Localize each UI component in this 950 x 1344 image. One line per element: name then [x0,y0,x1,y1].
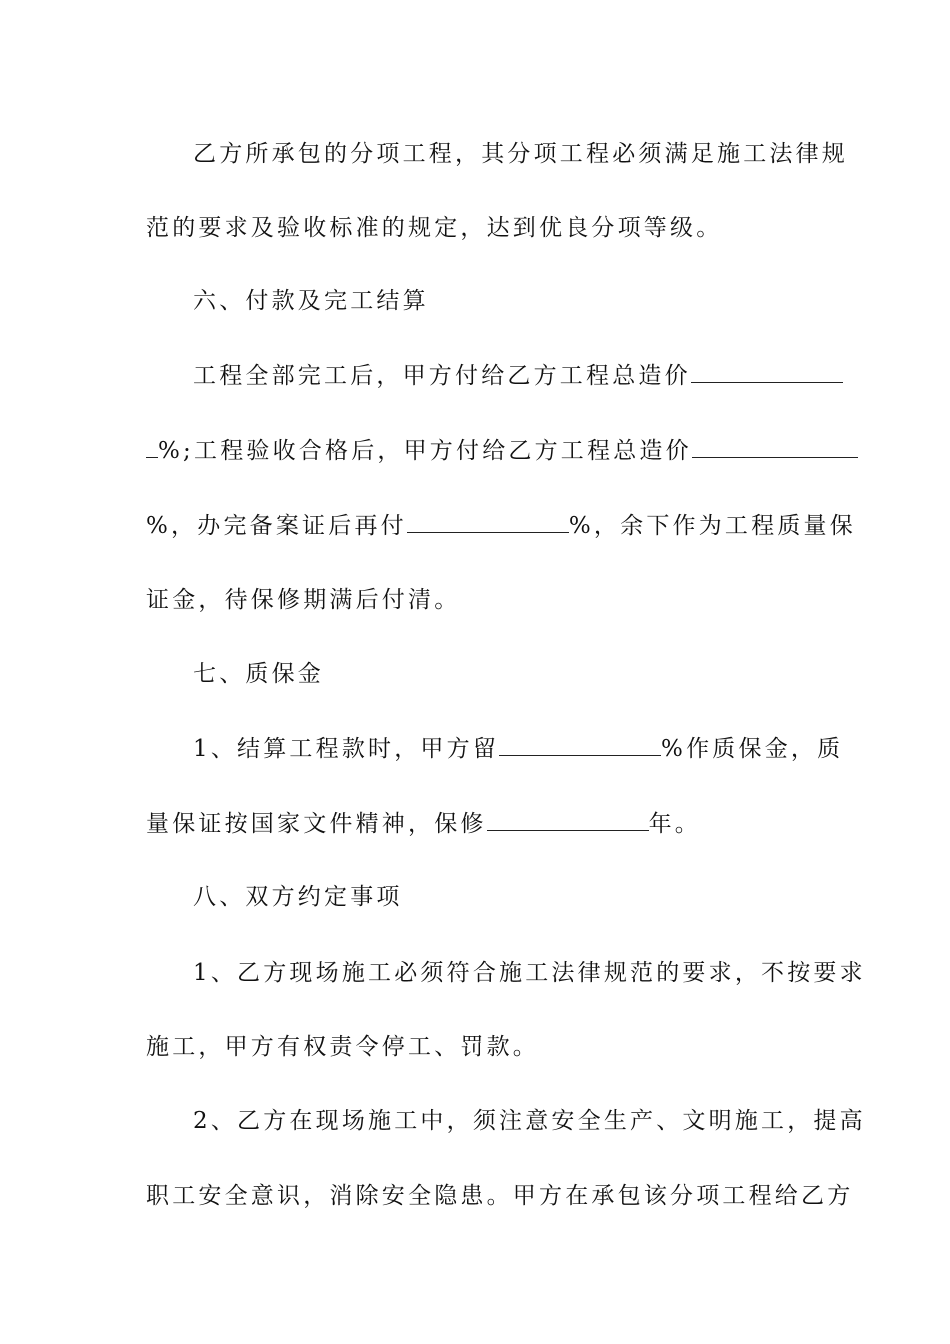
paragraph-line [146,1027,810,1067]
text-span: 范的要求及验收标准的规定，达到优良分项等级。 [146,215,723,241]
paragraph-line [193,953,866,993]
paragraph-line [146,580,810,620]
section-heading [193,877,810,917]
paragraph-line [146,1176,854,1216]
text-span: 量保证按国家文件精神，保修 [146,811,487,837]
paragraph-line [146,506,856,546]
text-span: 1、结算工程款时，甲方留 [193,736,500,762]
fill-in-blank [692,437,858,458]
fill-in-blank [499,735,661,756]
text-span: 乙方所承包的分项工程，其分项工程必须满足施工法律规 [193,141,848,167]
fill-in-blank [146,437,158,458]
section-heading [193,281,810,321]
text-span: 施工，甲方有权责令停工、罚款。 [146,1034,539,1060]
text-span: 八、双方约定事项 [193,884,403,910]
text-span: %作质保金，质 [661,736,844,762]
text-span: 年。 [648,811,702,837]
text-span: %，余下作为工程质量保 [568,513,856,539]
fill-in-blank [487,810,649,831]
text-span: 2、乙方在现场施工中，须注意安全生产、文明施工，提高 [193,1108,866,1134]
text-span: 工程全部完工后，甲方付给乙方工程总造价 [193,363,691,389]
paragraph-line [193,1101,866,1141]
paragraph-line [193,134,848,174]
paragraph-line [146,804,810,844]
fill-in-blank [691,362,843,383]
paragraph-line [193,356,810,396]
paragraph-line [146,208,810,248]
paragraph-line [146,431,810,471]
text-span: 六、付款及完工结算 [193,288,429,314]
section-heading [193,654,810,694]
text-span: %，办完备案证后再付 [146,513,407,539]
text-span: %;工程验收合格后，甲方付给乙方工程总造价 [158,438,692,464]
paragraph-line [193,729,844,769]
text-span: 七、质保金 [193,661,324,687]
fill-in-blank [407,512,569,533]
text-span: 职工安全意识，消除安全隐患。甲方在承包该分项工程给乙方 [146,1183,854,1209]
text-span: 证金，待保修期满后付清。 [146,587,461,613]
text-span: 1、乙方现场施工必须符合施工法律规范的要求，不按要求 [193,960,866,986]
